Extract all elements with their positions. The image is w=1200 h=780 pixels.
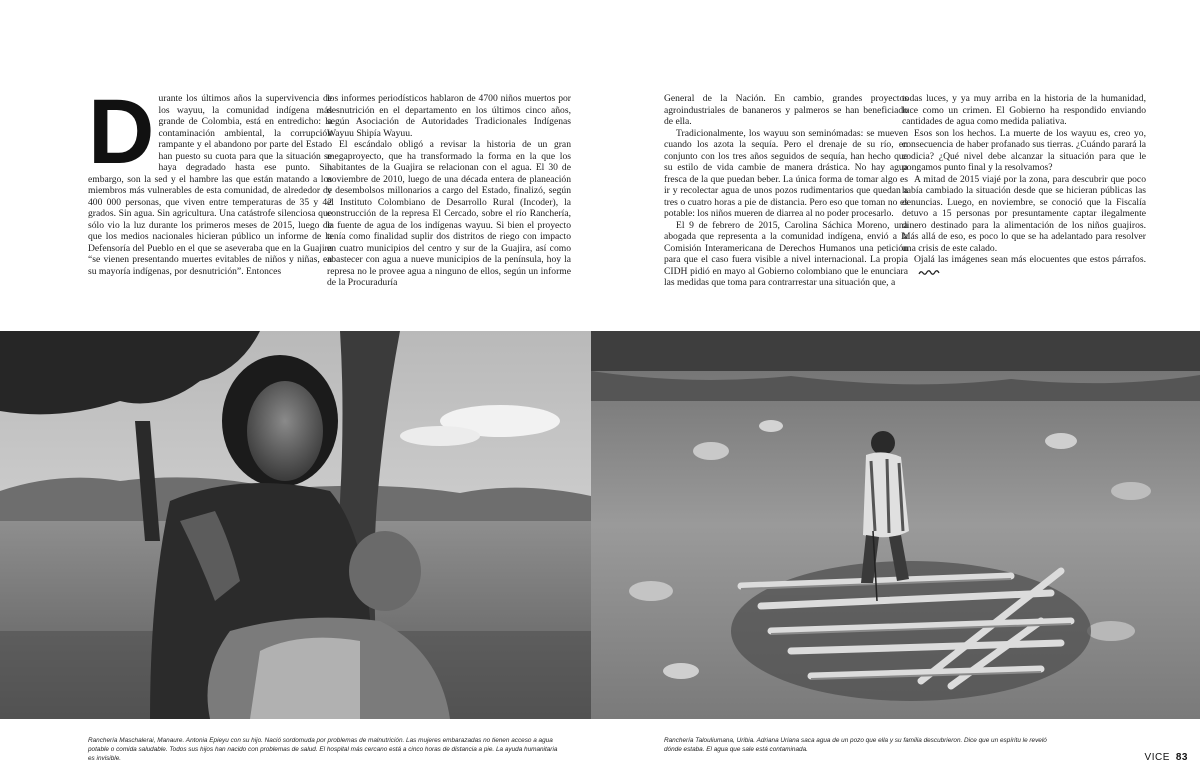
caption-left-photo: Ranchería Maschalerai, Manaure. Antonia Epieyu con su hijo. Nació sordomuda por problemas de malnutrición. Las mujeres embarazadas no tienen acceso a agua potable o comida saludable. Todos sus hijos han nacido con problemas de salud. El hospital más cercano está a cinco horas de distancia a pie. La ayuda humanitaria es invisible. xyxy=(88,737,558,762)
magazine-brand: VICE xyxy=(1144,752,1170,763)
article-column-4 xyxy=(902,93,1146,277)
page-number: 83 xyxy=(1175,752,1188,763)
paragraph: El escándalo obligó a revisar la historia de un gran megaproyecto, que ha transformado la forma en la que los habitantes de la Guajira se relacionan con el agua. El 30 de noviembre de 2010, luego de una década entera de planeación y desembolsos millonarios a cargo del Estado, finalizó, según el Instituto Colombiano de Desarrollo Rural (Incoder), la construcción de la represa El Cercado, sobre el río Ranchería, la fuente de agua de los indígenas wayuu. Si bien el proyecto tenía como finalidad suplir dos distritos de riego con impacto en cuatro municipios del centro y sur de la Guajira, así como abastecer con agua a nueve municipios de la península, hoy la represa no le provee agua a ninguno de ellos, según un informe de la Procuraduría xyxy=(327,139,571,288)
paragraph: A mitad de 2015 viajé por la zona, para descubrir que poco había cambiado la situación desde que se hicieran públicas las denuncias. Luego, en noviembre, se conoció que la Fiscalía detuvo a 15 personas por presuntamente captar ilegalmente dinero destinado para la alimentación de los niños guajiros. Más allá de eso, es poco lo que se ha adelantado para resolver una crisis de este calado. xyxy=(902,173,1146,254)
paragraph: General de la Nación. En cambio, grandes proyectos agroindustriales de bananeros y palmeros se han beneficiado de ella. xyxy=(664,93,908,127)
closing-paragraph-text: Ojalá las imágenes sean más elocuentes que estos párrafos. xyxy=(914,254,1146,265)
paragraph xyxy=(902,254,1146,277)
caption-right-photo: Ranchería Talouliumana, Uribia. Adriana Uriana saca agua de un pozo que ella y su familia descubrieron. Dice que un espíritu le reveló dónde estaba. El agua que sale está contaminada. xyxy=(664,737,1047,753)
paragraph: El 9 de febrero de 2015, Carolina Sáchica Moreno, una abogada que representa a la comunidad indígena, envió a la Comisión Interamericana de Derechos Humanos una petición para que el caso fuera visible a nivel internacional. La propia CIDH pidió en mayo al Gobierno colombiano que le enunciara las medidas que toma para contrarrestar una situación que, a xyxy=(664,219,908,288)
article-column-3 xyxy=(664,93,908,289)
article-column-2 xyxy=(327,93,571,289)
drop-cap: D xyxy=(88,81,153,183)
page-folio xyxy=(1145,752,1188,763)
photo-woman-at-well xyxy=(591,331,1200,719)
paragraph: Tradicionalmente, los wayuu son seminómadas: se mueven cuando los azota la sequía. Pero el drenaje de su río, en conjunto con los tres años seguidos de sequía, han hecho que su estilo de vida cambie de manera drástica. No hay agua fresca de la que puedan beber. La única forma de tomar algo es ir y recolectar agua de unos pozos rudimentarios que quedan a tres o cuatro horas a pie de distancia. Pero eso que toman no es potable: los niños mueren de diarrea al no poder procesarlo. xyxy=(664,127,908,219)
paragraph: Esos son los hechos. La muerte de los wayuu es, creo yo, consecuencia de haber profanado sus tierras. ¿Cuándo parará la codicia? ¿Qué nivel debe alcanzar la situación para que le pongamos punto final y la resolvamos? xyxy=(902,127,1146,173)
paragraph: todas luces, y ya muy arriba en la historia de la humanidad, luce como un crimen. El Gobierno ha respondido enviando cantidades de agua como medida paliativa. xyxy=(902,93,1146,127)
photo-mother-and-child xyxy=(0,331,591,719)
article-column-1 xyxy=(88,81,332,277)
end-mark-icon xyxy=(906,268,928,275)
paragraph: urante los últimos años la supervivencia de los wayuu, la comunidad indígena más grande de Colombia, está en entredicho: la contaminación ambiental, la corrupción rampante y el abandono por parte del Estado han puesto su cuota para que la situación se haya degradado hasta ese punto. Sin embargo, son la sed y el hambre las que están matando a los miembros más vulnerables de esta comunidad, de alrededor de 400 000 personas, que viven entre temperaturas de 35 y 42 grados. Sin agua. Sin agricultura. Una catástrofe silenciosa que sólo vio la luz durante los primeros meses de 2015, luego de que los medios nacionales hicieran público un informe de la Defensoría del Pueblo en el que se aseveraba que en la Guajira “se vienen presentando muertes evitables de niños y niñas, en su mayoría indígenas, por desnutrición”. Entonces xyxy=(88,93,332,277)
paragraph: los informes periodísticos hablaron de 4700 niños muertos por desnutrición en el departamento en los últimos cinco años, según Asociación de Autoridades Tradicionales Indígenas Wayuu Shipía Wayuu. xyxy=(327,93,571,139)
